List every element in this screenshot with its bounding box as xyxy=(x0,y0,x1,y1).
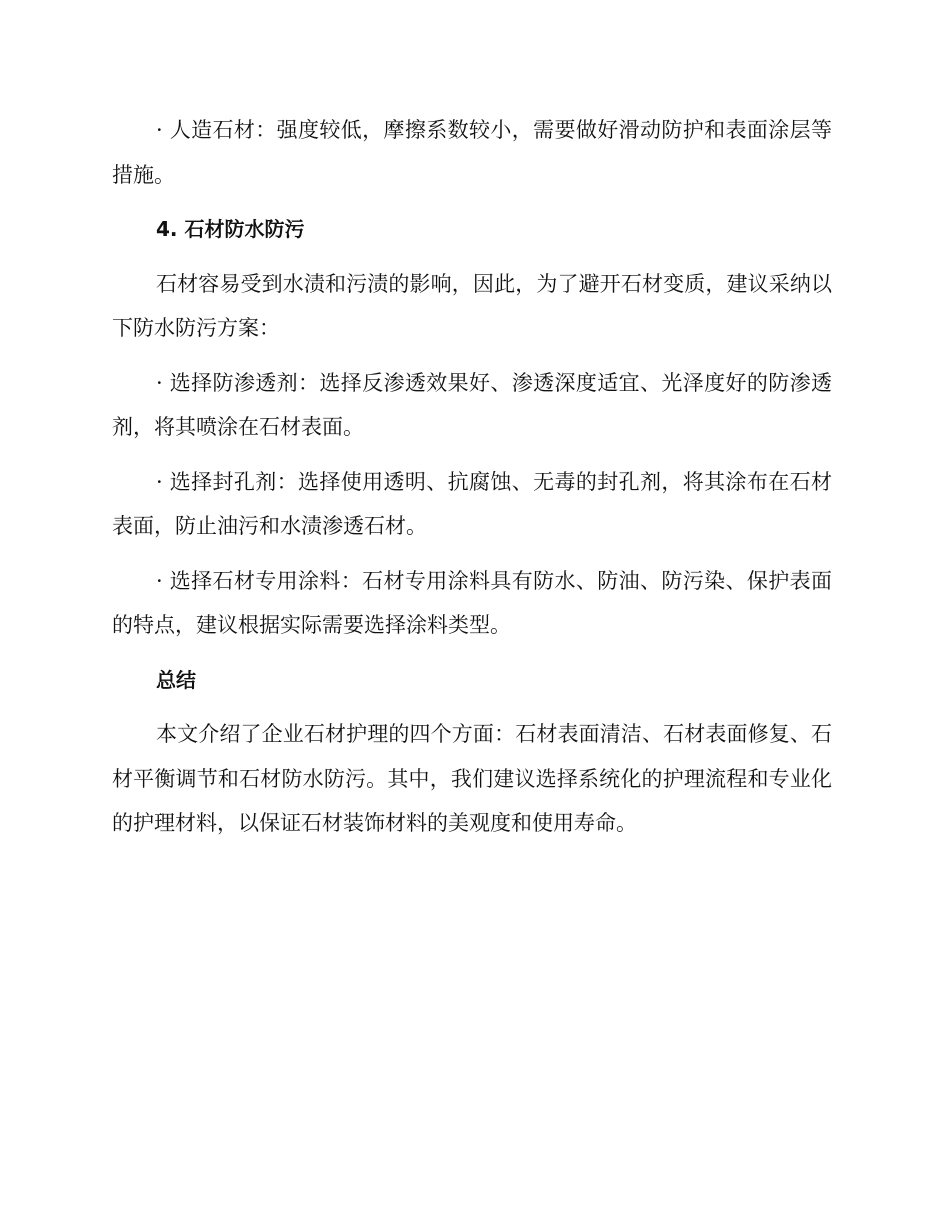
bullet-coating: · 选择石材专用涂料：石材专用涂料具有防水、防油、防污染、保护表面的特点，建议根据实际需要选择涂料类型。 xyxy=(112,568,832,637)
document-body xyxy=(112,108,832,856)
paragraph-waterproof-intro: 石材容易受到水渍和污渍的影响，因此，为了避开石材变质，建议采纳以下防水防污方案： xyxy=(112,271,832,340)
section-heading-waterproof: 4. 石材防水防污 xyxy=(156,217,305,241)
paragraph-artificial-stone: · 人造石材：强度较低，摩擦系数较小，需要做好滑动防护和表面涂层等措施。 xyxy=(112,118,832,187)
bullet-anti-seepage: · 选择防渗透剂：选择反渗透效果好、渗透深度适宜、光泽度好的防渗透剂，将其喷涂在石材表面。 xyxy=(112,370,832,439)
bullet-sealant: · 选择封孔剂：选择使用透明、抗腐蚀、无毒的封孔剂，将其涂布在石材表面，防止油污和水渍渗透石材。 xyxy=(112,469,832,538)
section-heading-summary: 总结 xyxy=(156,667,196,692)
paragraph-summary: 本文介绍了企业石材护理的四个方面：石材表面清洁、石材表面修复、石材平衡调节和石材防水防污。其中，我们建议选择系统化的护理流程和专业化的护理材料，以保证石材装饰材料的美观度和使用寿命。 xyxy=(112,722,832,835)
